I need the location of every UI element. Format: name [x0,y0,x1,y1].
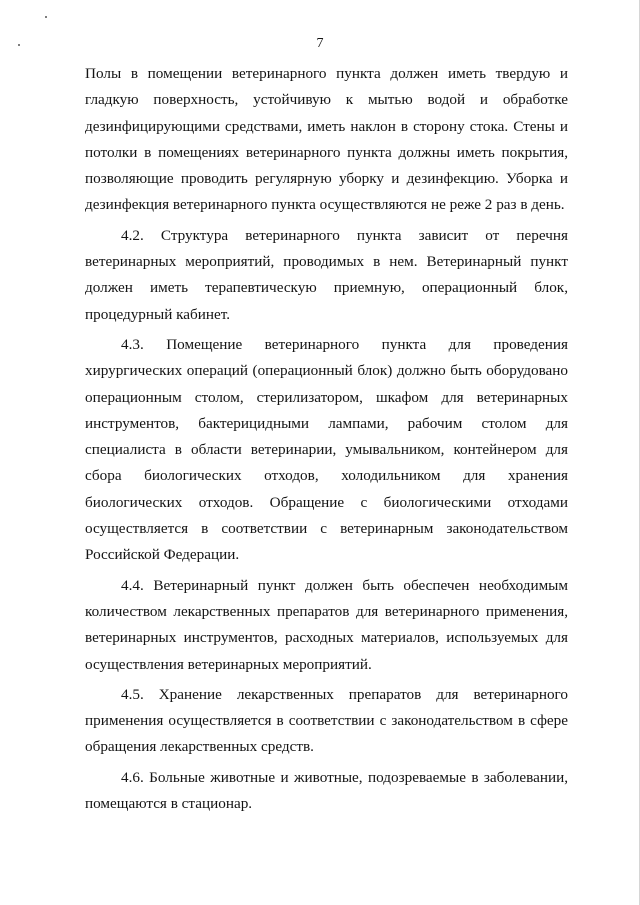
text-line: операционным столом, стерилизатором, шкафом для ветеринарных [85,388,568,406]
text-line: помещаются в стационар. [85,795,253,813]
text-line: 4.3. Помещение ветеринарного пункта для проведения [121,335,568,353]
text-line: осуществления ветеринарных мероприятий. [85,655,372,673]
text-line: осуществляется в соответствии с ветеринарным законодательством [85,520,568,538]
text-line: биологических отходов. Обращение с биологическими отходами [85,493,568,511]
text-line: ветеринарных мероприятий, проводимых в нем. Ветеринарный пункт [85,253,568,271]
text-line: специалиста в области ветеринарии, умывальником, контейнером для [85,441,568,459]
text-line: Российской Федерации. [85,546,240,564]
text-line: применения осуществляется в соответствии с законодательством в сфере [85,712,568,730]
text-line: ветеринарных инструментов, расходных материалов, используемых для [85,629,568,647]
document-body [85,61,568,817]
text-line: 4.4. Ветеринарный пункт должен быть обеспечен необходимым [121,576,568,594]
text-line: 4.5. Хранение лекарственных препаратов для ветеринарного [121,685,568,703]
paragraph-4-6 [85,765,568,818]
text-line: хирургических операций (операционный блок) должно быть оборудовано [85,362,568,380]
paragraph [85,61,568,219]
paragraph-4-2 [85,223,568,328]
text-line: количеством лекарственных препаратов для ветеринарного применения, [85,602,568,620]
text-line: позволяющие проводить регулярную уборку и дезинфекцию. Уборка и [85,170,568,188]
text-line: инструментов, бактерицидными лампами, рабочим столом для [85,414,568,432]
paragraph-4-5 [85,682,568,761]
text-line: дезинфицирующими средствами, иметь наклон в сторону стока. Стены и [85,117,568,135]
text-line: гладкую поверхность, устойчивую к мытью водой и обработке [85,91,568,109]
text-line: 4.6. Больные животные и животные, подозреваемые в заболевании, [121,768,568,786]
text-line: обращения лекарственных средств. [85,738,314,756]
text-line: потолки в помещениях ветеринарного пункта должны иметь покрытия, [85,143,568,161]
text-line: дезинфекция ветеринарного пункта осуществляются не реже 2 раз в день. [85,196,565,214]
text-line: должен иметь терапевтическую приемную, операционный блок, [85,279,568,297]
text-line: Полы в помещении ветеринарного пункта должен иметь твердую и [85,65,568,82]
text-line: 4.2. Структура ветеринарного пункта зависит от перечня [121,226,568,244]
page-number: 7 [316,36,324,51]
text-line: сбора биологических отходов, холодильником для хранения [85,467,568,485]
paragraph-4-3 [85,332,568,569]
scan-speck [45,16,47,18]
paragraph-4-4 [85,573,568,678]
text-line: процедурный кабинет. [85,305,231,323]
